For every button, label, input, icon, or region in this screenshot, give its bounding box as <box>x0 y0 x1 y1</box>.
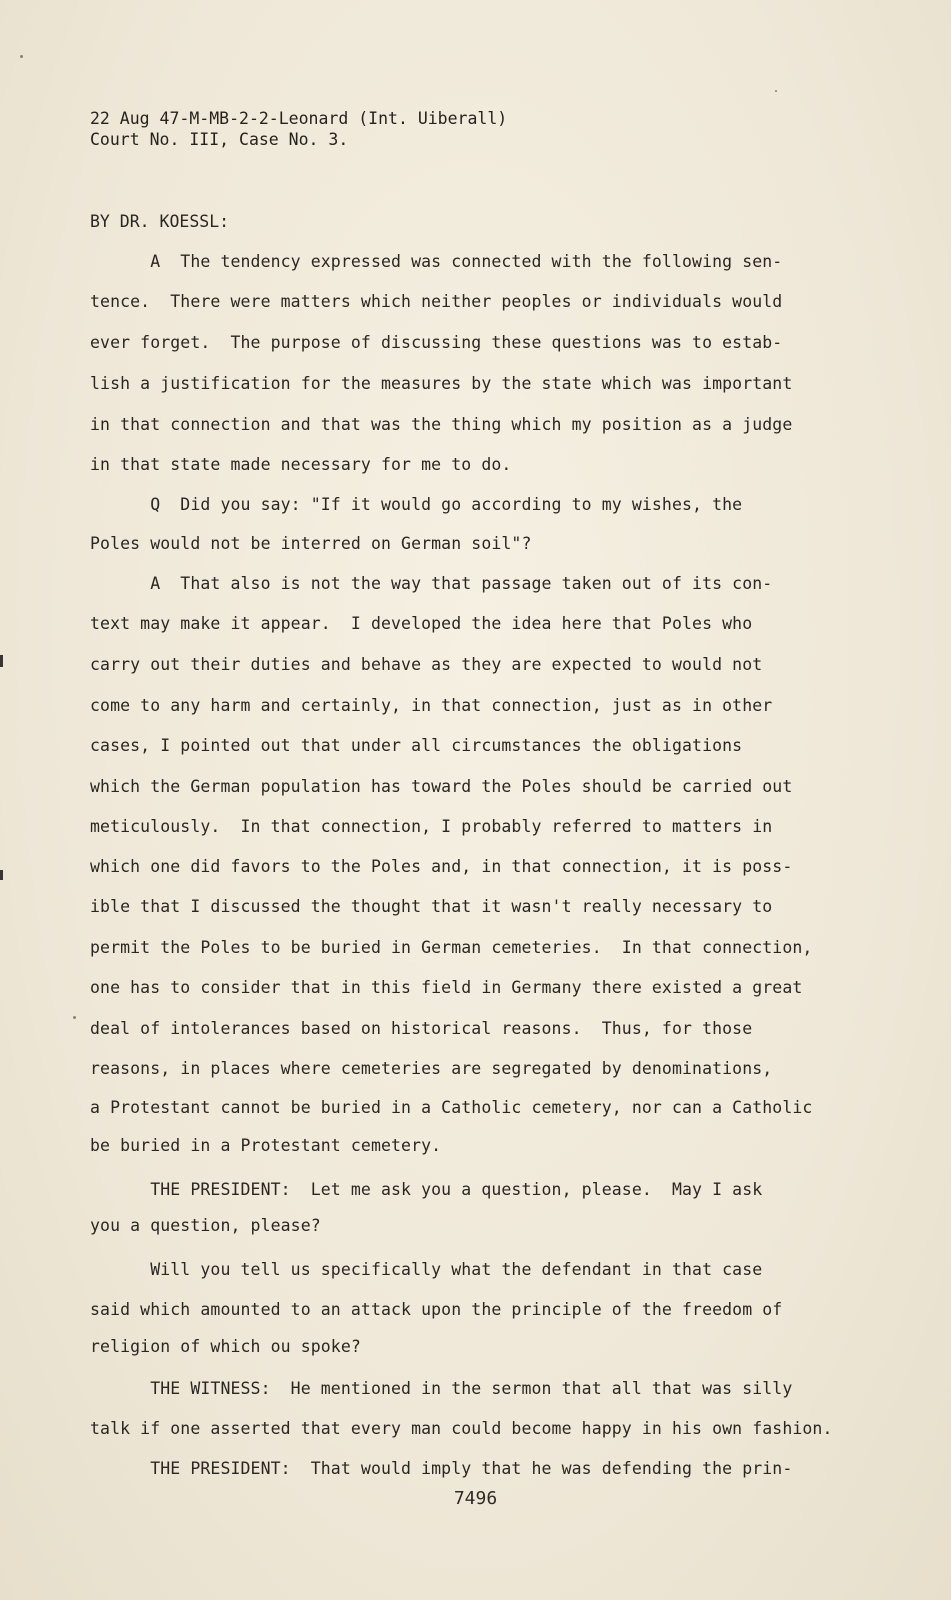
header-line-2: Court No. III, Case No. 3. <box>90 130 349 149</box>
text-line: Q Did you say: "If it would go according to my wishes, the <box>90 495 743 514</box>
text-line: which one did favors to the Poles and, in that connection, it is poss- <box>90 857 793 876</box>
text-line: you a question, please? <box>90 1216 321 1235</box>
text-line: permit the Poles to be buried in German cemeteries. In that connection, <box>90 938 813 957</box>
text-line: said which amounted to an attack upon the principle of the freedom of <box>90 1300 783 1319</box>
text-line: Will you tell us specifically what the defendant in that case <box>90 1260 763 1279</box>
text-line: religion of which ou spoke? <box>90 1337 361 1356</box>
scan-speck <box>20 55 23 58</box>
text-line: deal of intolerances based on historical reasons. Thus, for those <box>90 1019 753 1038</box>
document-header <box>90 108 507 150</box>
text-line: lish a justification for the measures by the state which was important <box>90 374 793 393</box>
text-line: carry out their duties and behave as they are expected to would not <box>90 655 763 674</box>
text-line: be buried in a Protestant cemetery. <box>90 1136 442 1155</box>
text-line: text may make it appear. I developed the idea here that Poles who <box>90 614 753 633</box>
scan-edge-mark <box>0 655 3 667</box>
text-line: A The tendency expressed was connected with the following sen- <box>90 252 783 271</box>
text-line: A That also is not the way that passage taken out of its con- <box>90 574 773 593</box>
header-line-1: 22 Aug 47-M-MB-2-2-Leonard (Int. Uiberall) <box>90 109 508 128</box>
text-line: ever forget. The purpose of discussing these questions was to estab- <box>90 333 783 352</box>
text-line: a Protestant cannot be buried in a Catholic cemetery, nor can a Catholic <box>90 1098 813 1117</box>
text-line: THE PRESIDENT: Let me ask you a question, please. May I ask <box>90 1180 763 1199</box>
scan-edge-mark <box>0 870 3 880</box>
text-line: one has to consider that in this field in Germany there existed a great <box>90 978 803 997</box>
text-line: in that connection and that was the thing which my position as a judge <box>90 415 793 434</box>
scan-speck <box>775 90 777 92</box>
examiner-line: BY DR. KOESSL: <box>90 212 230 231</box>
text-line: come to any harm and certainly, in that connection, just as in other <box>90 696 773 715</box>
text-line: cases, I pointed out that under all circumstances the obligations <box>90 736 743 755</box>
text-line: meticulously. In that connection, I probably referred to matters in <box>90 817 773 836</box>
text-line: tence. There were matters which neither peoples or individuals would <box>90 292 783 311</box>
text-line: in that state made necessary for me to do. <box>90 455 512 474</box>
text-line: talk if one asserted that every man could become happy in his own fashion. <box>90 1419 833 1438</box>
text-line: which the German population has toward the Poles should be carried out <box>90 777 793 796</box>
text-line: THE PRESIDENT: That would imply that he was defending the prin- <box>90 1459 793 1478</box>
text-line: reasons, in places where cemeteries are segregated by denominations, <box>90 1059 773 1078</box>
text-line: THE WITNESS: He mentioned in the sermon that all that was silly <box>90 1379 793 1398</box>
text-line: ible that I discussed the thought that it wasn't really necessary to <box>90 897 773 916</box>
scan-speck <box>73 1016 76 1019</box>
page-number: 7496 <box>453 1488 498 1509</box>
text-line: Poles would not be interred on German soil"? <box>90 534 532 553</box>
